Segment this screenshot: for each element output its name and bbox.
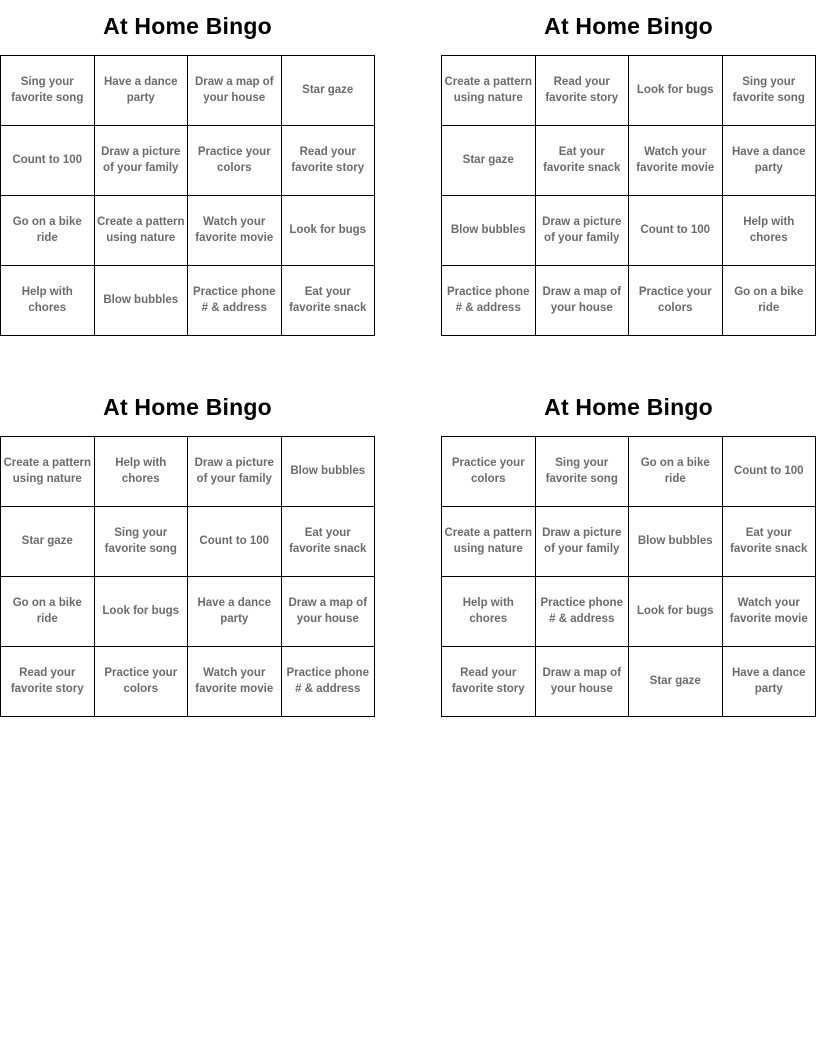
- bingo-cell: Practice phone # & address: [535, 577, 629, 647]
- bingo-cell: Blow bubbles: [281, 437, 375, 507]
- bingo-cell: Watch your favorite movie: [629, 126, 723, 196]
- bingo-cell: Read your favorite story: [535, 56, 629, 126]
- bingo-cell: Eat your favorite snack: [535, 126, 629, 196]
- bingo-cell: Draw a picture of your family: [535, 196, 629, 266]
- bingo-cell: Practice your colors: [188, 126, 282, 196]
- bingo-cell: Draw a picture of your family: [94, 126, 188, 196]
- grid-row: [1, 266, 375, 336]
- bingo-cell: Star gaze: [629, 647, 723, 717]
- bingo-cell: Practice phone # & address: [281, 647, 375, 717]
- bingo-grid: [441, 55, 816, 336]
- grid-row: [1, 56, 375, 126]
- bingo-cell: Practice phone # & address: [442, 266, 536, 336]
- bingo-cell: Have a dance party: [188, 577, 282, 647]
- bingo-cell: Count to 100: [188, 507, 282, 577]
- bingo-cell: Sing your favorite song: [535, 437, 629, 507]
- bingo-cell: Sing your favorite song: [1, 56, 95, 126]
- bingo-cell: Look for bugs: [629, 56, 723, 126]
- board-title: At Home Bingo: [103, 394, 272, 420]
- bingo-cell: Read your favorite story: [281, 126, 375, 196]
- bingo-cell: Draw a map of your house: [281, 577, 375, 647]
- grid-row: [442, 577, 816, 647]
- bingo-cell: Draw a map of your house: [535, 266, 629, 336]
- bingo-cell: Blow bubbles: [442, 196, 536, 266]
- bingo-cell: Eat your favorite snack: [722, 507, 816, 577]
- bingo-cell: Help with chores: [722, 196, 816, 266]
- grid-row: [1, 437, 375, 507]
- grid-row: [442, 56, 816, 126]
- bingo-cell: Create a pattern using nature: [1, 437, 95, 507]
- bingo-cell: Practice your colors: [442, 437, 536, 507]
- grid-row: [442, 647, 816, 717]
- bingo-cell: Create a pattern using nature: [94, 196, 188, 266]
- grid-row: [1, 196, 375, 266]
- bingo-cell: Draw a picture of your family: [535, 507, 629, 577]
- board-title: At Home Bingo: [544, 394, 713, 420]
- grid-row: [1, 647, 375, 717]
- bingo-cell: Look for bugs: [629, 577, 723, 647]
- bingo-cell: Help with chores: [1, 266, 95, 336]
- bingo-cell: Watch your favorite movie: [722, 577, 816, 647]
- bingo-cell: Blow bubbles: [629, 507, 723, 577]
- bingo-cell: Practice your colors: [629, 266, 723, 336]
- bingo-cell: Sing your favorite song: [722, 56, 816, 126]
- bingo-cell: Draw a picture of your family: [188, 437, 282, 507]
- bingo-cell: Watch your favorite movie: [188, 647, 282, 717]
- bingo-cell: Create a pattern using nature: [442, 56, 536, 126]
- bingo-cell: Star gaze: [442, 126, 536, 196]
- grid-row: [1, 126, 375, 196]
- grid-row: [1, 507, 375, 577]
- bingo-cell: Go on a bike ride: [1, 196, 95, 266]
- bingo-cell: Eat your favorite snack: [281, 266, 375, 336]
- bingo-cell: Read your favorite story: [442, 647, 536, 717]
- bingo-cell: Read your favorite story: [1, 647, 95, 717]
- bingo-cell: Count to 100: [722, 437, 816, 507]
- board-title: At Home Bingo: [544, 13, 713, 39]
- bingo-cell: Practice your colors: [94, 647, 188, 717]
- bingo-cell: Go on a bike ride: [722, 266, 816, 336]
- bingo-cell: Draw a map of your house: [188, 56, 282, 126]
- bingo-cell: Go on a bike ride: [1, 577, 95, 647]
- bingo-cell: Blow bubbles: [94, 266, 188, 336]
- bingo-grid: [441, 436, 816, 717]
- bingo-cell: Practice phone # & address: [188, 266, 282, 336]
- bingo-cell: Go on a bike ride: [629, 437, 723, 507]
- grid-row: [442, 437, 816, 507]
- bingo-cell: Draw a map of your house: [535, 647, 629, 717]
- board-title: At Home Bingo: [103, 13, 272, 39]
- bingo-cell: Count to 100: [1, 126, 95, 196]
- bingo-cell: Count to 100: [629, 196, 723, 266]
- bingo-cell: Sing your favorite song: [94, 507, 188, 577]
- bingo-grid: [0, 55, 375, 336]
- bingo-cell: Create a pattern using nature: [442, 507, 536, 577]
- grid-row: [442, 266, 816, 336]
- bingo-cell: Star gaze: [1, 507, 95, 577]
- bingo-cell: Have a dance party: [722, 126, 816, 196]
- bingo-cell: Look for bugs: [94, 577, 188, 647]
- grid-row: [442, 126, 816, 196]
- bingo-cell: Have a dance party: [722, 647, 816, 717]
- bingo-cell: Star gaze: [281, 56, 375, 126]
- bingo-cell: Help with chores: [442, 577, 536, 647]
- grid-row: [442, 196, 816, 266]
- bingo-cell: Eat your favorite snack: [281, 507, 375, 577]
- bingo-cell: Watch your favorite movie: [188, 196, 282, 266]
- bingo-grid: [0, 436, 375, 717]
- bingo-cell: Look for bugs: [281, 196, 375, 266]
- grid-row: [1, 577, 375, 647]
- bingo-cell: Have a dance party: [94, 56, 188, 126]
- grid-row: [442, 507, 816, 577]
- bingo-cell: Help with chores: [94, 437, 188, 507]
